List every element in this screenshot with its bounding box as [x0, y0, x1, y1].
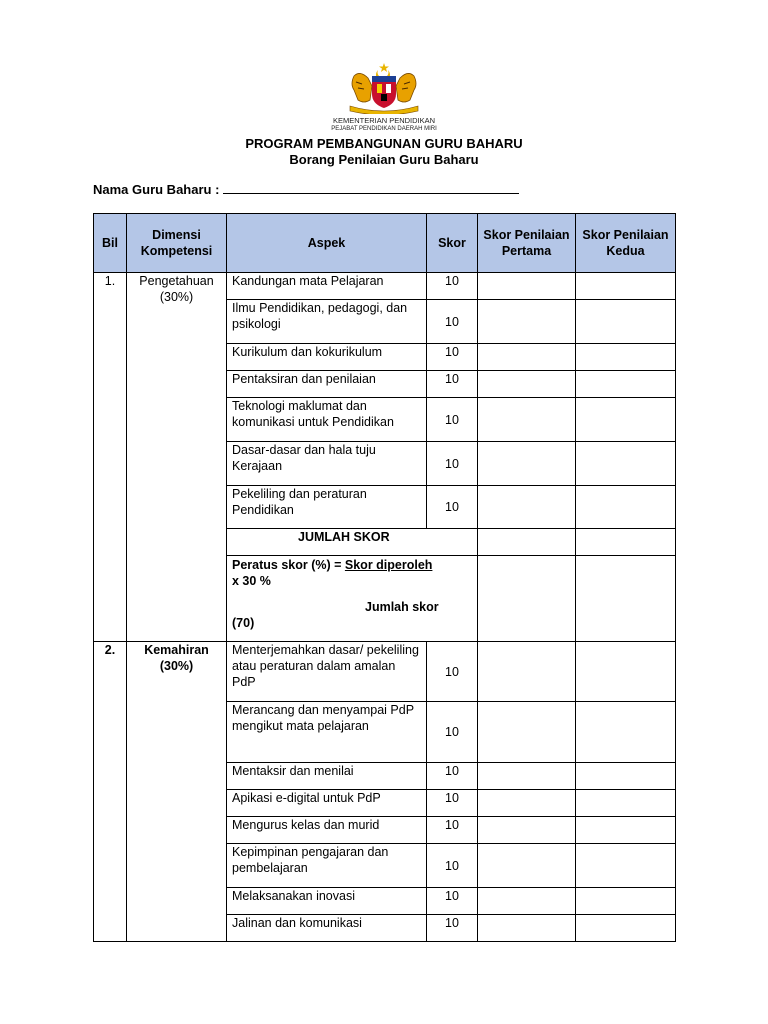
table-header-row — [94, 214, 676, 273]
header-aspek: Aspek — [227, 214, 427, 273]
aspect-score: 10 — [427, 371, 478, 398]
section-dimension: Kemahiran (30%) — [127, 642, 227, 942]
score-first-cell[interactable] — [478, 344, 576, 371]
total-first-cell[interactable] — [478, 529, 576, 556]
score-first-cell[interactable] — [478, 642, 576, 702]
score-first-cell[interactable] — [478, 371, 576, 398]
formula-numerator: Skor diperoleh — [344, 558, 433, 572]
score-first-cell[interactable] — [478, 702, 576, 763]
score-second-cell[interactable] — [576, 371, 676, 398]
percentage-formula — [227, 556, 478, 642]
header-skor-pertama: Skor Penilaian Pertama — [478, 214, 576, 273]
page-subtitle: Borang Penilaian Guru Baharu — [289, 152, 479, 167]
header-bil: Bil — [94, 214, 127, 273]
score-first-cell[interactable] — [478, 888, 576, 915]
header-dimensi: Dimensi Kompetensi — [127, 214, 227, 273]
aspect-text: Teknologi maklumat dan komunikasi untuk Pendidikan — [227, 398, 427, 442]
aspect-score: 10 — [427, 702, 478, 763]
total-score-label: JUMLAH SKOR — [227, 529, 478, 556]
formula-total: (70) — [232, 616, 255, 630]
score-first-cell[interactable] — [478, 486, 576, 529]
aspect-text: Jalinan dan komunikasi — [227, 915, 427, 942]
aspect-text: Apikasi e-digital untuk PdP — [227, 790, 427, 817]
evaluation-table — [93, 213, 676, 942]
header-skor-kedua: Skor Penilaian Kedua — [576, 214, 676, 273]
score-second-cell[interactable] — [576, 790, 676, 817]
aspect-score: 10 — [427, 844, 478, 888]
aspect-score: 10 — [427, 344, 478, 371]
aspect-score: 10 — [427, 442, 478, 486]
aspect-text: Kepimpinan pengajaran dan pembelajaran — [227, 844, 427, 888]
percentage-first-cell[interactable] — [478, 556, 576, 642]
score-second-cell[interactable] — [576, 888, 676, 915]
teacher-name-row — [93, 182, 519, 197]
aspect-text: Ilmu Pendidikan, pedagogi, dan psikologi — [227, 300, 427, 344]
aspect-score: 10 — [427, 763, 478, 790]
formula-prefix: Peratus skor (%) = — [232, 558, 345, 572]
aspect-score: 10 — [427, 398, 478, 442]
score-second-cell[interactable] — [576, 844, 676, 888]
aspect-score: 10 — [427, 790, 478, 817]
aspect-score: 10 — [427, 273, 478, 300]
score-second-cell[interactable] — [576, 273, 676, 300]
score-second-cell[interactable] — [576, 344, 676, 371]
teacher-name-label: Nama Guru Baharu : — [93, 182, 220, 197]
header-skor: Skor — [427, 214, 478, 273]
table-row — [94, 273, 676, 300]
score-first-cell[interactable] — [478, 442, 576, 486]
formula-denominator: Jumlah skor — [365, 600, 439, 614]
score-first-cell[interactable] — [478, 763, 576, 790]
score-first-cell[interactable] — [478, 790, 576, 817]
score-first-cell[interactable] — [478, 817, 576, 844]
table-row — [94, 642, 676, 702]
aspect-text: Dasar-dasar dan hala tuju Kerajaan — [227, 442, 427, 486]
score-first-cell[interactable] — [478, 844, 576, 888]
score-second-cell[interactable] — [576, 817, 676, 844]
aspect-score: 10 — [427, 817, 478, 844]
aspect-text: Mengurus kelas dan murid — [227, 817, 427, 844]
aspect-text: Melaksanakan inovasi — [227, 888, 427, 915]
score-second-cell[interactable] — [576, 486, 676, 529]
score-second-cell[interactable] — [576, 702, 676, 763]
score-second-cell[interactable] — [576, 915, 676, 942]
aspect-score: 10 — [427, 486, 478, 529]
aspect-score: 10 — [427, 888, 478, 915]
ministry-name: KEMENTERIAN PENDIDIKAN — [332, 116, 436, 125]
percentage-second-cell[interactable] — [576, 556, 676, 642]
aspect-text: Mentaksir dan menilai — [227, 763, 427, 790]
teacher-name-field[interactable] — [223, 182, 519, 194]
aspect-score: 10 — [427, 300, 478, 344]
aspect-text: Kandungan mata Pelajaran — [227, 273, 427, 300]
coat-of-arms-logo — [340, 62, 428, 114]
score-second-cell[interactable] — [576, 398, 676, 442]
formula-multiplier: x 30 % — [232, 574, 271, 588]
aspect-text: Merancang dan menyampai PdP mengikut mata pelajaran — [227, 702, 427, 763]
aspect-text: Menterjemahkan dasar/ pekeliling atau peraturan dalam amalan PdP — [227, 642, 427, 702]
section-number: 1. — [94, 273, 127, 642]
office-name: PEJABAT PENDIDIKAN DAERAH MIRI — [331, 126, 437, 132]
score-first-cell[interactable] — [478, 915, 576, 942]
total-second-cell[interactable] — [576, 529, 676, 556]
aspect-score: 10 — [427, 642, 478, 702]
section-number: 2. — [94, 642, 127, 942]
score-first-cell[interactable] — [478, 300, 576, 344]
aspect-text: Pentaksiran dan penilaian — [227, 371, 427, 398]
score-second-cell[interactable] — [576, 442, 676, 486]
section-dimension: Pengetahuan (30%) — [127, 273, 227, 642]
aspect-text: Kurikulum dan kokurikulum — [227, 344, 427, 371]
aspect-text: Pekeliling dan peraturan Pendidikan — [227, 486, 427, 529]
page-title: PROGRAM PEMBANGUNAN GURU BAHARU — [245, 136, 523, 151]
score-second-cell[interactable] — [576, 300, 676, 344]
score-first-cell[interactable] — [478, 273, 576, 300]
score-second-cell[interactable] — [576, 642, 676, 702]
aspect-score: 10 — [427, 915, 478, 942]
score-second-cell[interactable] — [576, 763, 676, 790]
score-first-cell[interactable] — [478, 398, 576, 442]
